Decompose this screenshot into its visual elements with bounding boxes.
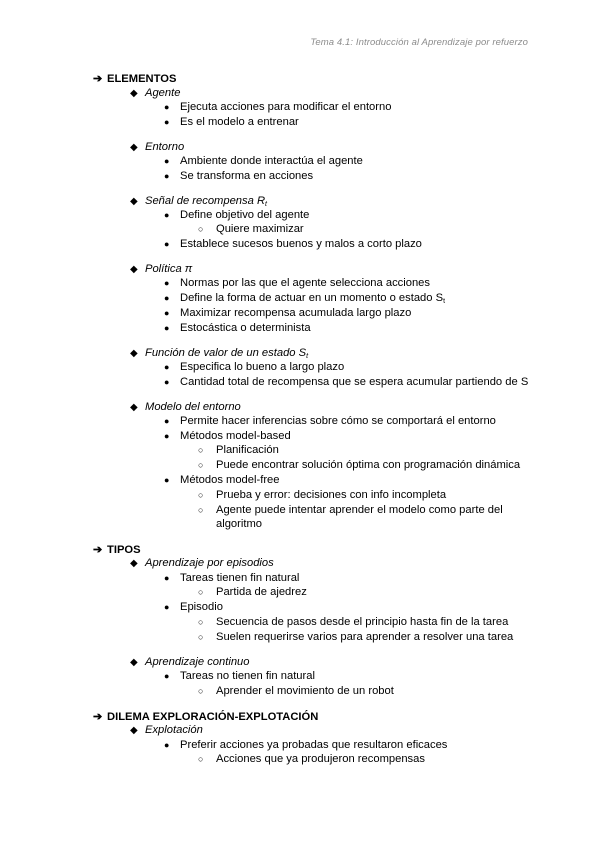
arrow-icon: ➔ — [93, 711, 103, 723]
list-item: ● Ambiente donde interactúa el agente — [164, 155, 363, 167]
dot-bullet-icon: ● — [164, 362, 170, 372]
topic-entorno — [130, 141, 184, 153]
dot-bullet-icon: ● — [164, 323, 170, 333]
list-item: ● Tareas no tienen fin natural — [164, 670, 315, 682]
topic-label: Aprendizaje continuo — [145, 656, 250, 668]
topic-funcion-valor: ◆ Función de valor de un estado $S_t$ — [130, 347, 309, 360]
diamond-bullet-icon: ◆ — [130, 402, 138, 413]
sub-list-item: ○ Agente puede intentar aprender el modelo como parte del — [198, 504, 503, 516]
diamond-bullet-icon: ◆ — [130, 196, 138, 207]
topic-label: Función de valor de un estado S — [145, 347, 307, 359]
list-item: ● Preferir acciones ya probadas que resultaron eficaces — [164, 739, 448, 751]
diamond-bullet-icon: ◆ — [130, 725, 138, 736]
list-item: ● Permite hacer inferencias sobre cómo se comportará el entorno — [164, 415, 496, 427]
topic-label: Agente — [145, 87, 181, 99]
list-item: ● Estocástica o determinista — [164, 322, 311, 334]
topic-label: Entorno — [145, 141, 185, 153]
circle-bullet-icon: ○ — [198, 632, 204, 642]
topic-label: Política π — [145, 263, 193, 275]
topic-episodios — [130, 557, 274, 569]
dot-bullet-icon: ● — [164, 602, 170, 612]
topic-explotacion — [130, 724, 203, 736]
list-item: ● Maximizar recompensa acumulada largo plazo — [164, 307, 412, 319]
dot-bullet-icon: ● — [164, 740, 170, 750]
topic-continuo — [130, 656, 250, 668]
list-item: ● Normas por las que el agente selecciona acciones — [164, 277, 430, 289]
sub-list-item: ○ Suelen requerirse varios para aprender a resolver una tarea — [198, 631, 514, 643]
dot-bullet-icon: ● — [164, 117, 170, 127]
dot-bullet-icon: ● — [164, 210, 170, 220]
section-title: ELEMENTOS — [107, 73, 177, 85]
dot-bullet-icon: ● — [164, 671, 170, 681]
arrow-icon: ➔ — [93, 544, 103, 556]
list-item: ● Métodos model-free — [164, 474, 280, 486]
diamond-bullet-icon: ◆ — [130, 348, 138, 359]
dot-bullet-icon: ● — [164, 102, 170, 112]
circle-bullet-icon: ○ — [198, 445, 204, 455]
list-item: ● Ejecuta acciones para modificar el entorno — [164, 101, 392, 113]
circle-bullet-icon: ○ — [198, 754, 204, 764]
dot-bullet-icon: ● — [164, 308, 170, 318]
circle-bullet-icon: ○ — [198, 587, 204, 597]
topic-senal: ◆ Señal de recompensa $R_t$ — [130, 195, 267, 208]
section-title: DILEMA EXPLORACIÓN-EXPLOTACIÓN — [107, 711, 319, 723]
list-item: ● Especifica lo bueno a largo plazo — [164, 361, 345, 373]
sub-list-item: ○ Puede encontrar solución óptima con programación dinámica — [198, 459, 521, 471]
dot-bullet-icon: ● — [164, 293, 170, 303]
topic-agente — [130, 87, 180, 99]
list-item: ● Establece sucesos buenos y malos a corto plazo — [164, 238, 422, 250]
circle-bullet-icon: ○ — [198, 505, 204, 515]
dot-bullet-icon: ● — [164, 573, 170, 583]
list-item: ● Define la forma de actuar en un momento o estado $S_t$ — [164, 292, 446, 305]
diamond-bullet-icon: ◆ — [130, 558, 138, 569]
dot-bullet-icon: ● — [164, 416, 170, 426]
circle-bullet-icon: ○ — [198, 460, 204, 470]
diamond-bullet-icon: ◆ — [130, 657, 138, 668]
dot-bullet-icon: ● — [164, 377, 170, 387]
list-item: ● Episodio — [164, 601, 223, 613]
sub-list-item: ○ Prueba y error: decisiones con info incompleta — [198, 489, 447, 501]
topic-label: Modelo del entorno — [145, 401, 241, 413]
list-item: ● Define objetivo del agente — [164, 209, 310, 221]
list-item: ● Se transforma en acciones — [164, 170, 314, 182]
list-item: ● Cantidad total de recompensa que se espera acumular partiendo de S — [164, 376, 529, 388]
list-item: ● Métodos model-based — [164, 430, 291, 442]
sub-list-item: ○ Acciones que ya produjeron recompensas — [198, 753, 425, 765]
section-elementos — [93, 72, 176, 85]
dot-bullet-icon: ● — [164, 431, 170, 441]
dot-bullet-icon: ● — [164, 475, 170, 485]
dot-bullet-icon: ● — [164, 171, 170, 181]
sub-list-item: ○ Quiere maximizar — [198, 223, 304, 235]
topic-label: Aprendizaje por episodios — [145, 557, 274, 569]
sub-list-item: ○ Secuencia de pasos desde el principio hasta fin de la tarea — [198, 616, 509, 628]
circle-bullet-icon: ○ — [198, 617, 204, 627]
section-tipos — [93, 543, 141, 556]
diamond-bullet-icon: ◆ — [130, 88, 138, 99]
topic-label: Explotación — [145, 724, 203, 736]
list-item: ● Es el modelo a entrenar — [164, 116, 299, 128]
circle-bullet-icon: ○ — [198, 224, 204, 234]
section-title: TIPOS — [107, 544, 141, 556]
sub-list-item-continuation: algoritmo — [216, 518, 263, 530]
dot-bullet-icon: ● — [164, 156, 170, 166]
diamond-bullet-icon: ◆ — [130, 142, 138, 153]
sub-list-item: ○ Partida de ajedrez — [198, 586, 307, 598]
circle-bullet-icon: ○ — [198, 686, 204, 696]
diamond-bullet-icon: ◆ — [130, 264, 138, 275]
dot-bullet-icon: ● — [164, 278, 170, 288]
topic-modelo — [130, 401, 241, 413]
topic-politica — [130, 263, 192, 275]
sub-list-item: ○ Aprender el movimiento de un robot — [198, 685, 394, 697]
section-dilema — [93, 710, 318, 723]
topic-label: Señal de recompensa R — [145, 195, 266, 207]
page-header: Tema 4.1: Introducción al Aprendizaje por refuerzo — [310, 37, 528, 48]
circle-bullet-icon: ○ — [198, 490, 204, 500]
sub-list-item: ○ Planificación — [198, 444, 279, 456]
dot-bullet-icon: ● — [164, 239, 170, 249]
list-item: ● Tareas tienen fin natural — [164, 572, 300, 584]
arrow-icon: ➔ — [93, 73, 103, 85]
